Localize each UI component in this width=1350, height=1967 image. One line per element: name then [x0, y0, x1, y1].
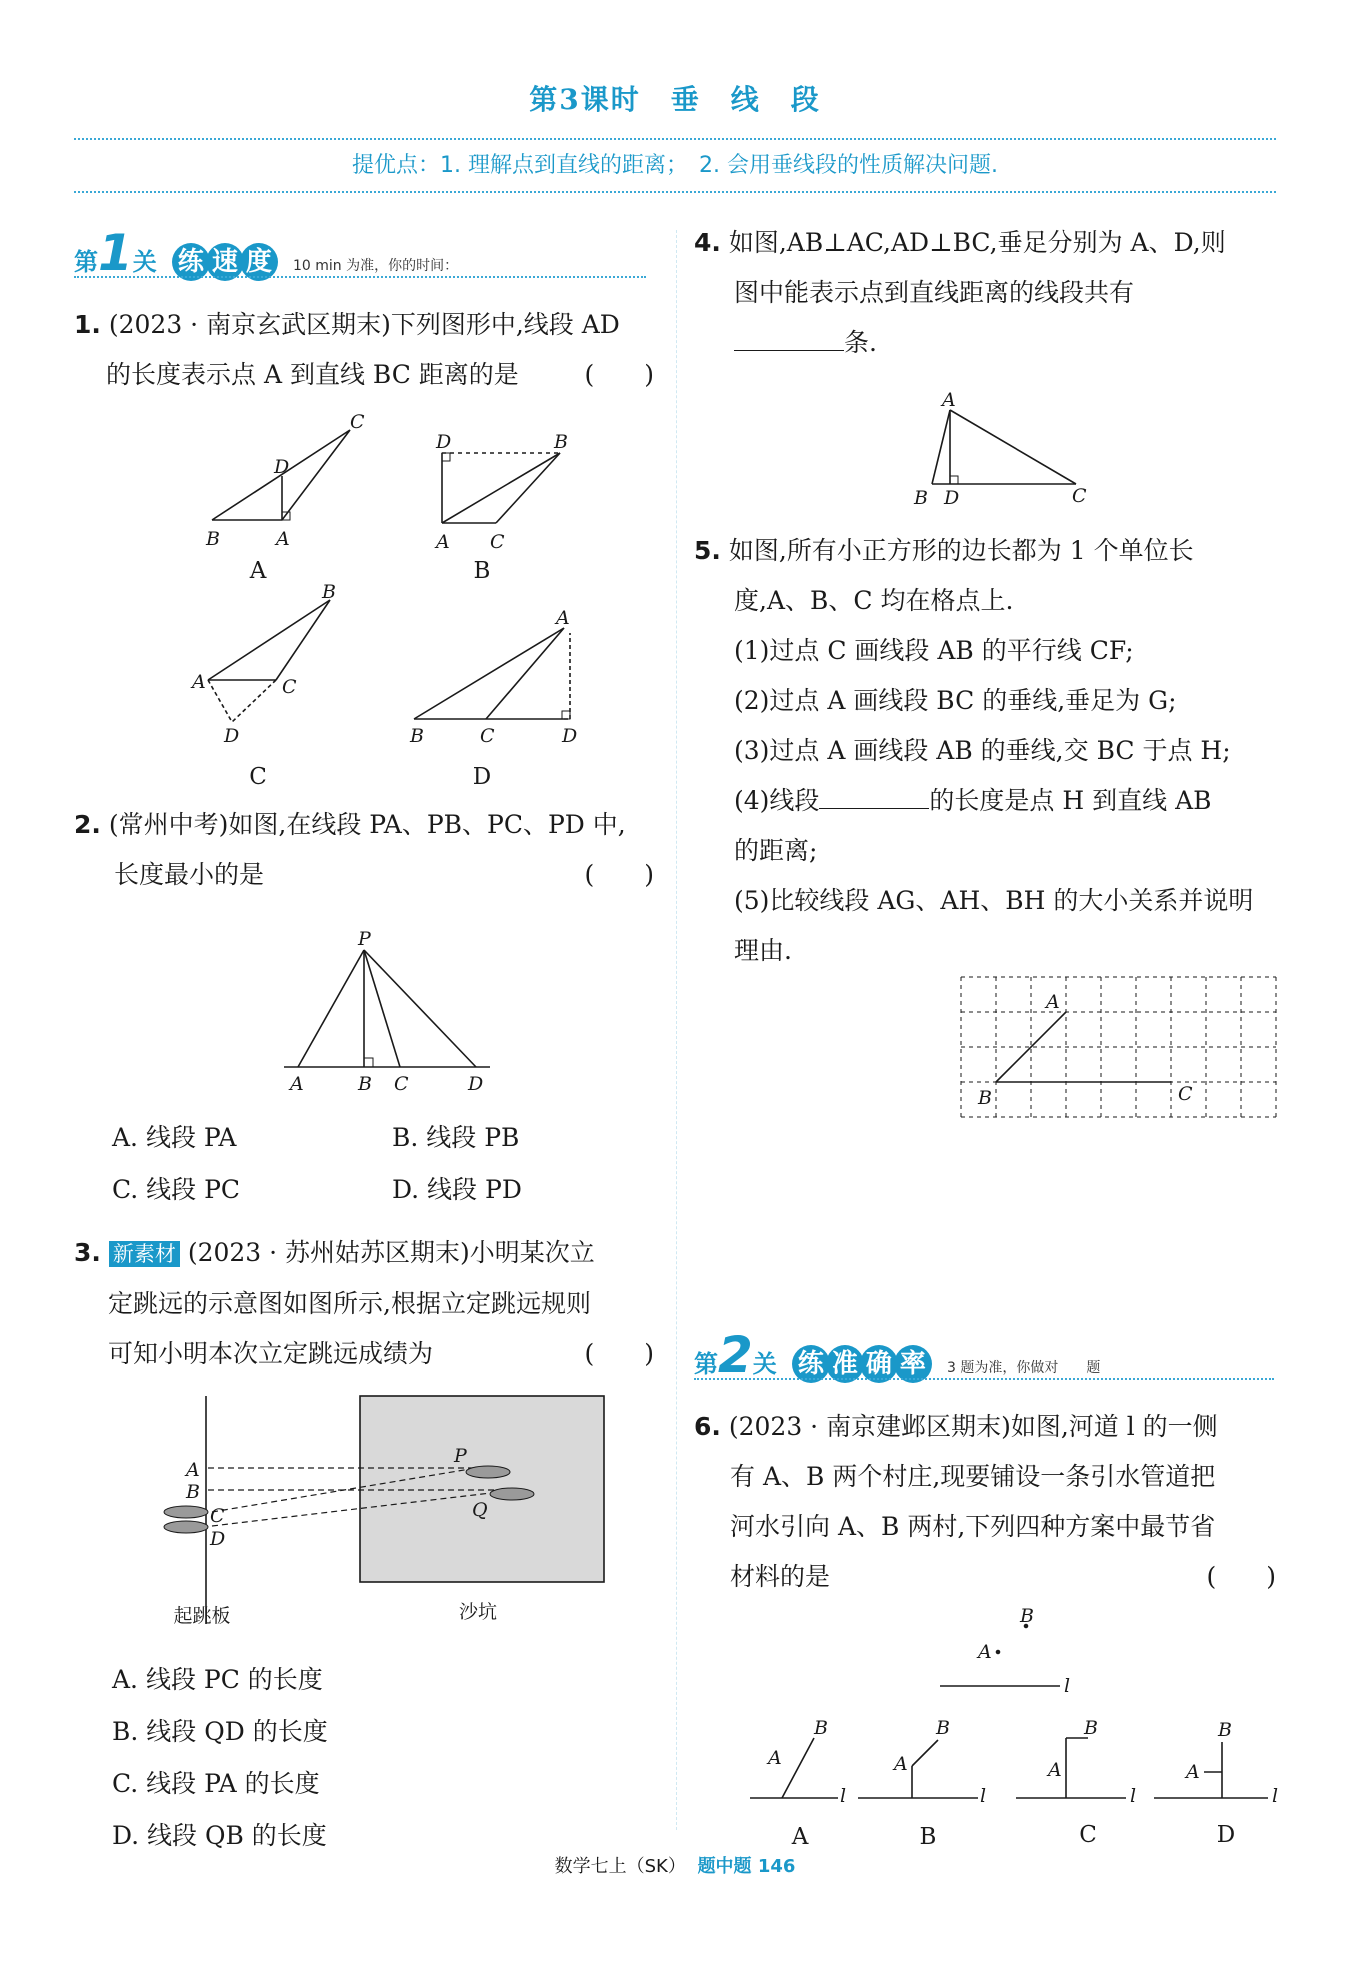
q5-label-b: B — [978, 1087, 992, 1109]
question-5-grid[interactable] — [960, 976, 1282, 1126]
fig-b-right-angle — [442, 453, 450, 461]
page-title: 第3课时 垂 线 段 — [529, 83, 821, 116]
section-2-char: 确 — [860, 1345, 898, 1383]
q6-d-label-a: A — [1186, 1761, 1200, 1783]
page-footer — [0, 1852, 1350, 1878]
question-4-line2: 图中能表示点到直线距离的线段共有 — [734, 278, 1135, 307]
q1-option-a[interactable]: A — [249, 558, 267, 584]
question-4-line3: 条. — [844, 328, 877, 357]
fig-c-label-d: D — [224, 725, 240, 747]
question-3-figure — [160, 1392, 620, 1642]
question-5-step4c: 的距离; — [734, 836, 818, 865]
q6-c-label-a: A — [1048, 1759, 1062, 1781]
section-2-header — [694, 1326, 1284, 1382]
fig-b-cb — [496, 453, 560, 523]
q4-right-angle — [950, 476, 958, 484]
answer-paren[interactable]: ( ) — [1206, 1562, 1276, 1591]
section-2-char: 练 — [792, 1345, 830, 1383]
question-3-number: 3. — [74, 1238, 101, 1267]
fig-b-label-c: C — [490, 531, 505, 553]
question-3 — [74, 1228, 654, 1379]
question-2 — [74, 800, 654, 900]
question-5 — [694, 526, 1276, 976]
footprint-q — [490, 1488, 534, 1500]
q3-label-a: A — [186, 1459, 200, 1481]
question-6-line3: 河水引向 A、B 两村,下列四种方案中最节省 — [730, 1512, 1216, 1541]
q1-option-d[interactable]: D — [472, 764, 492, 788]
q3-label-b: B — [186, 1481, 200, 1503]
q5-label-c: C — [1178, 1083, 1193, 1105]
footer-book-title: 数学七上（SK） — [554, 1856, 686, 1877]
q4-answer-blank[interactable] — [734, 324, 844, 351]
section-2-char: 率 — [894, 1345, 932, 1383]
q6-option-b[interactable]: B — [919, 1824, 937, 1850]
section-1-number: 1 — [98, 224, 133, 282]
q6-c-label-l: l — [1130, 1785, 1137, 1807]
section-2-char: 准 — [826, 1345, 864, 1383]
section-2-suffix: 关 — [752, 1349, 777, 1378]
q6-option-d[interactable]: D — [1216, 1822, 1236, 1848]
question-5-number: 5. — [694, 536, 721, 565]
section-1-header — [74, 224, 654, 280]
q6-a-label-b: B — [814, 1717, 828, 1739]
q4-label-b: B — [914, 487, 928, 509]
q2-option-d[interactable]: D. 线段 PD — [392, 1175, 522, 1204]
fig-b-label-d: D — [436, 431, 452, 453]
section-2-number: 2 — [718, 1326, 753, 1384]
question-5-step4b: 的长度是点 H 到直线 AB — [929, 786, 1212, 815]
q4-label-a: A — [942, 389, 956, 411]
answer-paren[interactable]: ( ) — [584, 360, 654, 389]
question-5-line2: 度,A、B、C 均在格点上. — [734, 586, 1014, 615]
fig-c-label-c: C — [282, 676, 297, 698]
section-2-prefix: 第 — [694, 1349, 718, 1378]
divider-top — [74, 138, 1276, 140]
q2-option-c[interactable]: C. 线段 PC — [112, 1175, 241, 1204]
q3-option-c[interactable]: C. 线段 PA 的长度 — [112, 1769, 320, 1798]
q5-label-a: A — [1046, 991, 1060, 1013]
section-1-prefix: 第 — [74, 247, 98, 276]
question-2-line1: (常州中考)如图,在线段 PA、PB、PC、PD 中, — [108, 810, 626, 839]
q2-right-angle — [364, 1058, 373, 1067]
q6-c-label-b: B — [1084, 1717, 1098, 1739]
q6-b-label-b: B — [936, 1717, 950, 1739]
fig-a-label-d: D — [274, 456, 290, 478]
q2-pc — [364, 950, 400, 1067]
q3-option-b[interactable]: B. 线段 QD 的长度 — [112, 1717, 328, 1746]
question-1-line2: 的长度表示点 A 到直线 BC 距离的是 — [106, 360, 519, 389]
q6-b-label-a: A — [894, 1753, 908, 1775]
fig-d-label-d: D — [562, 725, 578, 747]
fig-a-label-c: C — [350, 411, 365, 433]
q6-ref-label-b: B — [1020, 1605, 1034, 1627]
q6-ref-point-a — [997, 1651, 1000, 1654]
q3-label-p: P — [454, 1445, 467, 1467]
question-3-line2: 定跳远的示意图如图所示,根据立定跳远规则 — [108, 1289, 591, 1318]
question-5-step1: (1)过点 C 画线段 AB 的平行线 CF; — [734, 636, 1134, 665]
question-4 — [694, 218, 1276, 368]
q2-label-p: P — [358, 930, 371, 950]
question-2-figure — [280, 930, 500, 1100]
q6-b-pipe2 — [912, 1740, 938, 1766]
answer-paren[interactable]: ( ) — [584, 860, 654, 889]
question-4-line1: 如图,AB⊥AC,AD⊥BC,垂足分别为 A、D,则 — [728, 228, 1226, 257]
q2-pd — [364, 950, 476, 1067]
question-4-figure — [880, 388, 1100, 518]
question-6-line2: 有 A、B 两个村庄,现要铺设一条引水管道把 — [730, 1462, 1216, 1491]
sand-pit — [360, 1396, 604, 1582]
q6-d-label-b: B — [1218, 1719, 1232, 1741]
q5-ab — [996, 1012, 1066, 1082]
fig-d-right-angle — [562, 711, 570, 719]
q1-option-b[interactable]: B — [473, 558, 491, 584]
q5-answer-blank[interactable] — [819, 782, 929, 809]
question-4-number: 4. — [694, 228, 721, 257]
q6-ref-label-a: A — [978, 1641, 992, 1663]
question-5-step2: (2)过点 A 画线段 BC 的垂线,垂足为 G; — [734, 686, 1177, 715]
question-5-step3: (3)过点 A 画线段 AB 的垂线,交 BC 于点 H; — [734, 736, 1231, 765]
section-1-char: 练 — [172, 243, 210, 281]
question-2-number: 2. — [74, 810, 101, 839]
q4-ba — [932, 410, 950, 484]
new-material-tag: 新素材 — [109, 1241, 180, 1267]
section-1-note: 10 min 为准，你的时间： — [292, 258, 459, 274]
column-divider — [676, 230, 677, 1830]
question-5-step5a: (5)比较线段 AG、AH、BH 的大小关系并说明 — [734, 886, 1254, 915]
q2-option-b[interactable]: B. 线段 PB — [392, 1123, 520, 1152]
section-2-note: 3 题为准，你做对 题 — [946, 1360, 1101, 1376]
question-5-step4a: (4)线段 — [734, 786, 820, 815]
divider-goal — [74, 191, 1276, 193]
fig-b-label-b: B — [554, 431, 568, 453]
answer-paren[interactable]: ( ) — [584, 1339, 654, 1368]
q6-a-pipe — [782, 1738, 814, 1798]
question-6-figures — [730, 1596, 1290, 1852]
heel-c — [164, 1506, 208, 1518]
question-1-figures — [190, 408, 610, 788]
fig-d-ba — [414, 628, 564, 719]
section-1-underline — [74, 276, 646, 278]
q1-option-c[interactable]: C — [249, 764, 267, 788]
q4-ac — [950, 410, 1076, 484]
learning-goals: 提优点：1. 理解点到直线的距离； 2. 会用垂线段的性质解决问题. — [352, 153, 998, 178]
q6-a-label-a: A — [768, 1747, 782, 1769]
fig-d-label-b: B — [410, 725, 424, 747]
q2-label-a: A — [290, 1073, 304, 1095]
q4-label-d: D — [944, 487, 960, 509]
fig-c-ab — [208, 600, 330, 680]
fig-d-label-c: C — [480, 725, 495, 747]
q6-b-label-l: l — [980, 1785, 987, 1807]
footprint-p — [466, 1466, 510, 1478]
q3-label-d: D — [210, 1528, 226, 1550]
fig-c-label-b: B — [322, 581, 336, 603]
fig-c-label-a: A — [192, 671, 206, 693]
section-2-underline — [694, 1378, 1274, 1380]
question-6 — [694, 1402, 1276, 1602]
section-1-char: 速 — [206, 243, 244, 281]
fig-b-ab — [442, 453, 560, 523]
q2-option-a[interactable]: A. 线段 PA — [112, 1123, 237, 1152]
q3-label-c: C — [210, 1505, 225, 1527]
q3-option-a[interactable]: A. 线段 PC 的长度 — [112, 1665, 323, 1694]
q6-ref-label-l: l — [1064, 1675, 1071, 1697]
section-1-char: 度 — [240, 243, 278, 281]
q6-option-c[interactable]: C — [1079, 1822, 1097, 1848]
question-5-line1: 如图,所有小正方形的边长都为 1 个单位长 — [728, 536, 1194, 565]
q3-label-q: Q — [472, 1499, 488, 1521]
q2-label-b: B — [358, 1073, 372, 1095]
fig-a-label-b: B — [206, 528, 220, 550]
question-1 — [74, 300, 654, 400]
heel-d — [164, 1521, 208, 1533]
fig-b-label-a: A — [436, 531, 450, 553]
q6-option-a[interactable]: A — [791, 1824, 809, 1850]
fig-d-label-a: A — [556, 607, 570, 629]
label-sand-pit: 沙坑 — [458, 1601, 498, 1623]
question-6-number: 6. — [694, 1412, 721, 1441]
q4-label-c: C — [1072, 485, 1087, 507]
question-2-options — [112, 1112, 632, 1216]
q3-option-d[interactable]: D. 线段 QB 的长度 — [112, 1821, 327, 1850]
label-takeoff-board: 起跳板 — [173, 1605, 231, 1627]
fig-d-ca — [486, 628, 564, 719]
question-1-number: 1. — [74, 310, 101, 339]
question-6-line1: (2023 · 南京建邺区期末)如图,河道 l 的一侧 — [728, 1412, 1218, 1441]
q6-d-label-l: l — [1272, 1785, 1279, 1807]
q2-pa — [298, 950, 364, 1067]
question-1-line1: (2023 · 南京玄武区期末)下列图形中,线段 AD — [108, 310, 620, 339]
question-5-step5b: 理由. — [734, 936, 792, 965]
fig-a-label-a: A — [276, 528, 290, 550]
q2-label-c: C — [394, 1073, 409, 1095]
question-2-line2: 长度最小的是 — [114, 860, 265, 889]
fig-c-cb — [276, 600, 330, 680]
question-3-line3: 可知小明本次立定跳远成绩为 — [108, 1339, 434, 1368]
fig-c-cd — [232, 680, 276, 722]
section-1-suffix: 关 — [132, 247, 157, 276]
question-3-options — [112, 1654, 632, 1862]
question-6-line4: 材料的是 — [730, 1562, 831, 1591]
q2-label-d: D — [468, 1073, 484, 1095]
footer-page-number: 题中题 146 — [697, 1856, 796, 1877]
fig-c-ad — [208, 680, 232, 722]
q6-a-label-l: l — [840, 1785, 847, 1807]
question-3-line1: (2023 · 苏州姑苏区期末)小明某次立 — [187, 1238, 595, 1267]
